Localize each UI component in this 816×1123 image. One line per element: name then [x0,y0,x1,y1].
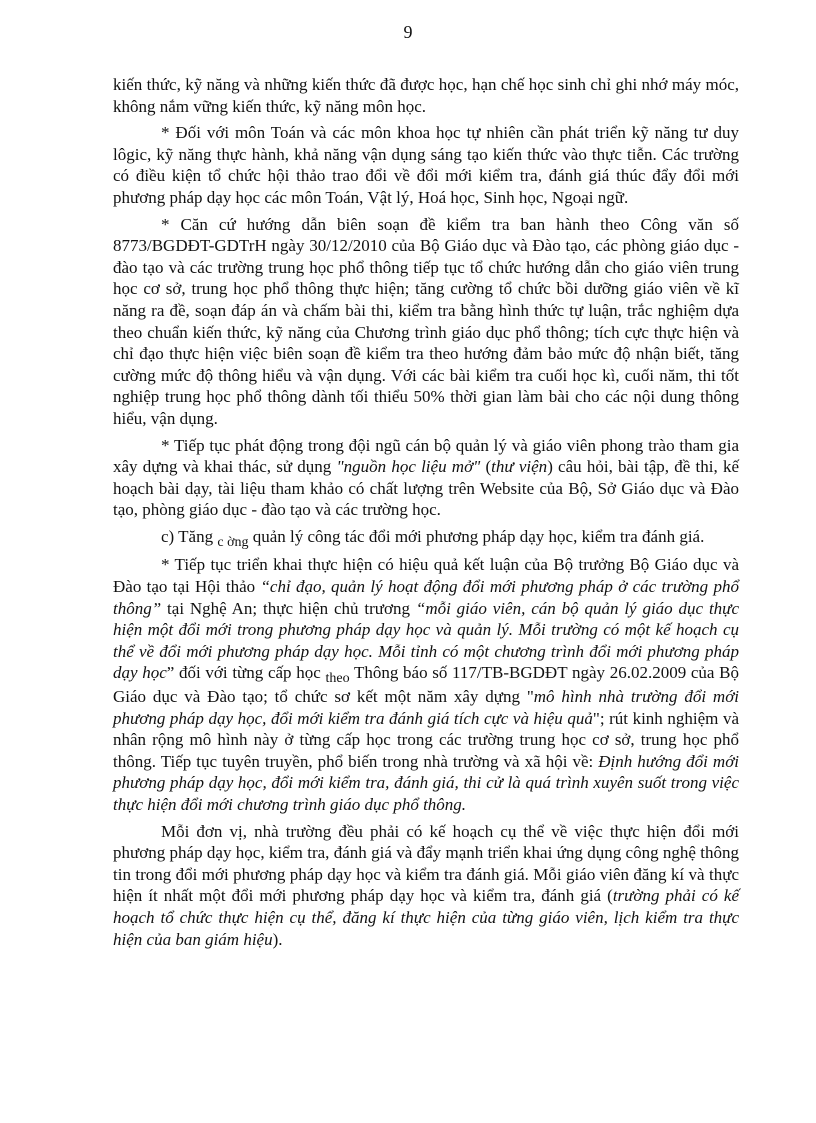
paragraph-unit-plans [113,821,739,951]
text-run: "; rút kinh nghiệm và nhân rộng mô hình này ở từng cấp học trong các trường trung học cơ sở, trung học phổ thông. Tiếp tục tuyên truyền, phổ biến trong nhà trường và xã hội về: [113,708,739,771]
text-run: ” đối với từng cấp học [166,663,326,683]
text-run: Mỗi đơn vị, nhà trường đều phải có kế hoạch cụ thể về việc thực hiện đổi mới phương pháp dạy học, kiểm tra, đánh giá và đẩy mạnh triển khai ứng dụng công nghệ thông tin trong đổi mới phương pháp dạy học và kiểm tra đánh giá. Mỗi giáo viên đăng kí và thực hiện ít nhất một đổi mới phương pháp dạy học và kiểm tra, đánh giá ( [113,821,739,906]
italic-run: "nguồn học liệu mở" [336,457,481,477]
text-run: ). [272,929,283,949]
text-run: theo [325,671,350,687]
italic-run: “chỉ đạo, quản lý hoạt động đổi mới phương pháp ở các trường phổ thông” [113,577,739,618]
italic-run: mô hình nhà trường đổi mới phương pháp dạy học, đổi mới kiểm tra đánh giá tích cực và hiệu quả [113,687,739,728]
document-body [113,74,739,955]
paragraph-math-sciences: * Đối với môn Toán và các môn khoa học tự nhiên cần phát triển kỹ năng tư duy lôgic, kỹ năng thực hành, khả năng vận dụng sáng tạo kiến thức vào thực tiễn. Các trường có điều kiện tổ chức hội thảo trao đổi về đổi mới kiểm tra, đánh giá thúc đẩy đổi mới phương pháp dạy học các môn Toán, Vật lý, Hoá học, Sinh học, Ngoại ngữ. [113,123,739,207]
text-run: tại Nghệ An; thực hiện chủ trương [161,598,416,618]
page-number: 9 [403,22,413,42]
text-run: ) câu hỏi, bài tập, đề thi, kế hoạch bài dạy, tài liệu tham khảo có chất lượng trên Website của Bộ, Sở Giáo dục và Đào tạo, phòng giáo dục - đào tạo và các trường học. [113,457,739,520]
paragraph-ministry-conclusion [113,554,739,815]
paragraph-exam-guidelines: * Căn cứ hướng dẫn biên soạn đề kiểm tra ban hành theo Công văn số 8773/BGDĐT-GDTrH ngày 30/12/2010 của Bộ Giáo dục và Đào tạo, các phòng giáo dục - đào tạo và các trường trung học phổ thông tiếp tục tổ chức hướng dẫn cho giáo viên trung học cơ sở, trung học phổ thông thực hiện; tăng cường tổ chức bồi dưỡng giáo viên về kĩ năng ra đề, soạn đáp án và chấm bài thi, kiểm tra bằng hình thức tự luận, trắc nghiệm dựa theo chuẩn kiến thức, kỹ năng của Chương trình giáo dục phổ thông; tích cực thực hiện và chỉ đạo thực hiện việc biên soạn đề kiểm tra theo hướng đảm bảo mức độ nhận biết, tăng cường mức độ thông hiểu và vận dụng. Với các bài kiểm tra cuối học kì, cuối năm, thi tốt nghiệp trung học phổ thông dành tối thiểu 50% thời gian làm bài cho các nội dung thông hiểu, vận dụng. [113,214,739,428]
paragraph-continuation: kiến thức, kỹ năng và những kiến thức đã được học, hạn chế học sinh chỉ ghi nhớ máy móc, không nắm vững kiến thức, kỹ năng môn học. [113,75,739,116]
text-run: quản lý công tác đổi mới phương pháp dạy học, kiểm tra đánh giá. [248,526,705,546]
text-run: c) Tăng [161,526,218,546]
italic-run: “mỗi giáo viên, cán bộ quản lý giáo dục thực hiện một đổi mới trong phương pháp dạy học và quản lý. Mỗi trường có một kế hoạch cụ thể về đổi mới phương pháp dạy học. Mỗi tỉnh có một chương trình đổi mới phương pháp dạy học [113,598,739,683]
text-run: * Tiếp tục phát động trong đội ngũ cán bộ quản lý và giáo viên phong trào tham gia xây dựng và khai thác, sử dụng [113,435,739,477]
italic-run: trường phải có kế hoạch tổ chức thực hiện cụ thể, đăng kí thực hiện của từng giáo viên, lịch kiểm tra thực hiện của ban giám hiệu [113,886,739,949]
text-run: ờng [223,534,249,550]
section-heading-c [113,526,739,550]
paragraph-open-resources [113,435,739,521]
italic-run: Định hướng đổi mới phương pháp dạy học, đổi mới kiểm tra, đánh giá, thi cử là quá trình xuyên suốt trong việc thực hiện đổi mới chương trình giáo dục phổ thông. [113,751,740,814]
text-run: c [217,534,224,550]
text-run: ( [480,457,492,477]
italic-run: thư viện [491,457,548,477]
text-run: Thông báo số 117/TB-BGDĐT ngày 26.02.2009 của Bộ Giáo dục và Đào tạo; tổ chức sơ kết một năm xây dựng " [113,663,740,707]
text-run: * Tiếp tục triển khai thực hiện có hiệu quả kết luận của Bộ trưởng Bộ Giáo dục và Đào tạo tại Hội thảo [113,555,739,597]
